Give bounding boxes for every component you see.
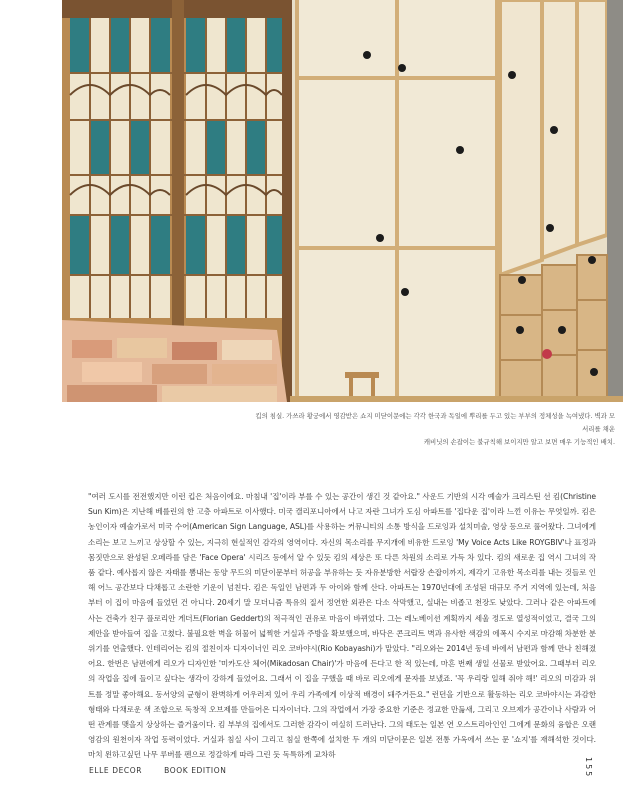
interior-photo <box>62 0 623 402</box>
page-number: 155 <box>584 757 593 779</box>
photo-caption <box>250 410 615 449</box>
brand-name: ELLE DECOR <box>89 766 143 775</box>
article-body: "여러 도시를 전전했지만 이런 킵은 처음이에요. 마침내 '집'이라 부를 수 있는 공간이 생긴 것 같아요." 사운드 기반의 시각 예술가 크리스틴 선 킴(Christine Sun Kim)은 지난해 베를린의 한 고층 아파트로 이사했다. 미국 캘리포니아에서 나고 자란 그녀가 도심 아파트를 '집다운 집'이라 느낀 이유는 무엇일까. 킴은 농인이자 예술가로서 미국 수어(American Sign Language, ASL)를 사용하는 커뮤니티의 소통 방식을 드로잉과 설치미술, 영상 등으로 풀어왔다. 그녀에게 소리는 보고 느끼고 상상할 수 있는, 지극히 현실적인 감각의 영역이다. 자신의 목소리를 무지개에 비유한 드로잉 'My Voice Acts Like ROYGBIV'나 표정과 몸짓만으로 완성된 오페라를 담은 'Face Opera' 시리즈 등에서 알 수 있듯 킴의 세상은 또 다른 차원의 소리로 가득 차 있다. 킴의 새로운 집 역시 그녀의 작품 같다. 예사롭지 않은 자태를 뽐내는 동양 무드의 미닫이문부터 허공을 부유하는 듯 자유분방한 서랍장 손잡이까지, 제각기 고유한 목소리를 내는 것들로 인해 어느 공간보다 다채롭고 소란한 기운이 넘친다. 킴은 독일인 남편과 두 아이와 함께 산다. 아파트는 1970년대에 조성된 대규모 주거 지역에 있는데, 처음부터 이 집이 마음에 들었던 건 아니다. 20세기 말 모더니즘 특유의 질서 정연한 외관은 다소 삭막했고, 실내는 비좁고 천장도 낮았다. 그러나 같은 아파트에 사는 건축가 친구 플로리안 게더트(Florian Geddert)의 적극적인 권유로 마음이 바뀌었다. 그는 레노베이션 계획까지 세울 정도로 열성적이었고, 결국 그의 제안을 받아들여 집을 고쳤다. 불필요한 벽을 허물어 넓찍한 거실과 주방을 확보했으며, 바닥은 콘크리트 벽과 유사한 색감의 에폭시 수지로 마감해 차분한 분위기를 연출했다. 인테리어는 킴의 절친이자 디자이너인 리오 코바야시(Rio Kobayashi)가 맡았다. "리오와는 2014년 동네 바에서 남편과 함께 만나 친해졌어요. 한번은 남편에게 리오가 디자인한 '미카도산 체어(Mikadosan Chair)'가 마음에 든다고 한 적 있는데, 마흔 번째 생일 선물로 받았어요. 그때부터 리오의 작업을 집에 들이고 싶다는 생각이 강하게 들었어요. 그래서 이 집을 구했을 때 바로 리오에게 문자를 보냈죠. '꼭 우리랑 일해 줘야 해!' 리오의 미감과 위트를 정말 좋아해요. 동서양의 균형이 완벽하게 어우러져 있어 우리 가족에게 이상적 배경이 돼주거든요." 런던을 기반으로 활동하는 리오 코바야시는 과감한 형태와 다채로운 색 조합으로 독창적 오브제를 만들어온 디자이너다. 그의 작업에서 가장 중요한 기준은 정교한 만듦새, 그리고 오브제가 공간이나 사람과 어떤 관계를 맺을지 상상하는 즐거움이다. 킴 부부의 집에서도 그러한 감각이 여실히 드러난다. 그의 태도는 일본 연 오스트리아인인 그에게 문화의 융합은 오랜 영감의 원천이자 작업 동력이었다. 거실과 침실 사이 그리고 침실 한쪽에 설치한 두 개의 미닫이문은 일본 전통 가옥에서 쓰는 문 '쇼지'를 재해석한 것이다. 마치 왼하고싶던 나무 루버를 펜으로 정갈하게 따라 그린 듯 독특하게 교차하 <box>88 492 596 760</box>
edition-label: BOOK EDITION <box>164 766 227 775</box>
caption-line-2: 캐비닛의 손잡이는 불규칙해 보이지만 알고 보면 매우 기능적인 배치. <box>423 438 615 446</box>
footer <box>89 766 226 775</box>
caption-line-1: 킵의 침실. 가쓰라 황궁에서 영감받은 쇼지 미닫이문에는 각각 한국과 독일에 뿌리를 두고 있는 부부의 정체성을 녹여냈다. 벽과 모서리를 채운 <box>255 412 615 433</box>
bedroom-illustration <box>62 0 623 402</box>
